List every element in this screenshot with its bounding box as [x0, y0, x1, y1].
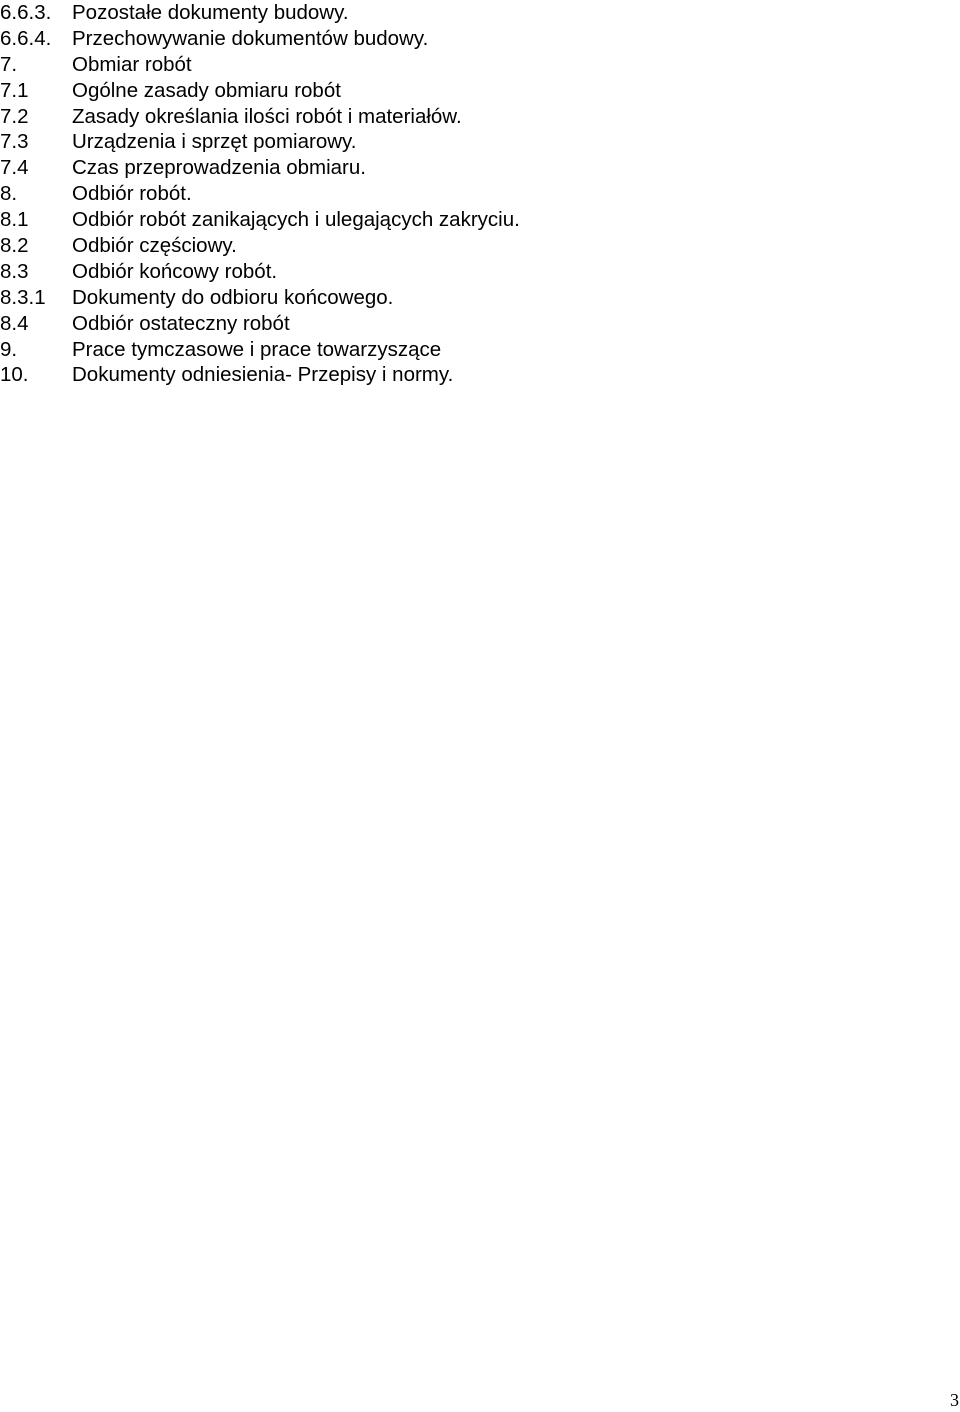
toc-entry-number: 8. — [0, 182, 18, 206]
table-of-contents — [0, 0, 520, 388]
toc-entry-number: 8.1 — [0, 208, 29, 232]
toc-entry — [0, 233, 520, 259]
toc-entry-title: Zasady określania ilości robót i materiałów. — [72, 104, 462, 128]
toc-entry — [0, 207, 520, 233]
toc-entry-number: 7.2 — [0, 104, 29, 128]
toc-entry-number: 7.4 — [0, 156, 29, 180]
toc-entry — [0, 78, 520, 104]
toc-entry-title: Czas przeprowadzenia obmiaru. — [72, 156, 366, 180]
toc-entry-number: 6.6.3. — [0, 1, 52, 24]
toc-entry-title: Odbiór końcowy robót. — [72, 259, 278, 283]
toc-entry-title: Prace tymczasowe i prace towarzyszące — [72, 337, 442, 361]
toc-entry — [0, 181, 520, 207]
toc-entry-title: Odbiór ostateczny robót — [72, 311, 290, 335]
toc-entry-number: 6.6.4. — [0, 26, 52, 50]
toc-entry-title: Obmiar robót — [72, 52, 192, 76]
toc-entry — [0, 155, 520, 181]
toc-entry — [0, 311, 520, 337]
toc-entry-title: Odbiór częściowy. — [72, 234, 237, 258]
toc-entry — [0, 337, 520, 363]
toc-entry — [0, 129, 520, 155]
toc-entry-title: Przechowywanie dokumentów budowy. — [72, 26, 429, 50]
toc-entry — [0, 285, 520, 311]
toc-entry-title: Ogólne zasady obmiaru robót — [72, 78, 341, 102]
page-number: 3 — [950, 1390, 959, 1410]
toc-entry — [0, 104, 520, 130]
toc-entry-title: Dokumenty odniesienia- Przepisy i normy. — [72, 363, 454, 387]
toc-entry-number: 7.3 — [0, 130, 29, 154]
toc-entry-title: Dokumenty do odbioru końcowego. — [72, 285, 394, 309]
toc-entry-title: Odbiór robót. — [72, 182, 192, 206]
toc-entry — [0, 26, 520, 52]
toc-entry — [0, 52, 520, 78]
toc-entry-title: Odbiór robót zanikających i ulegających zakryciu. — [72, 208, 520, 232]
toc-entry-number: 8.4 — [0, 311, 29, 335]
toc-entry-number: 8.3.1 — [0, 285, 46, 309]
toc-entry — [0, 0, 520, 26]
toc-entry-title: Urządzenia i sprzęt pomiarowy. — [72, 130, 357, 154]
toc-entry-number: 8.2 — [0, 234, 29, 258]
toc-entry-number: 10. — [0, 363, 29, 387]
toc-entry — [0, 259, 520, 285]
toc-entry-number: 8.3 — [0, 259, 29, 283]
toc-entry-number: 7.1 — [0, 78, 29, 102]
toc-entry-number: 9. — [0, 337, 18, 361]
toc-entry-number: 7. — [0, 52, 18, 76]
toc-entry-title: Pozostałe dokumenty budowy. — [72, 1, 349, 24]
toc-entry — [0, 362, 520, 388]
